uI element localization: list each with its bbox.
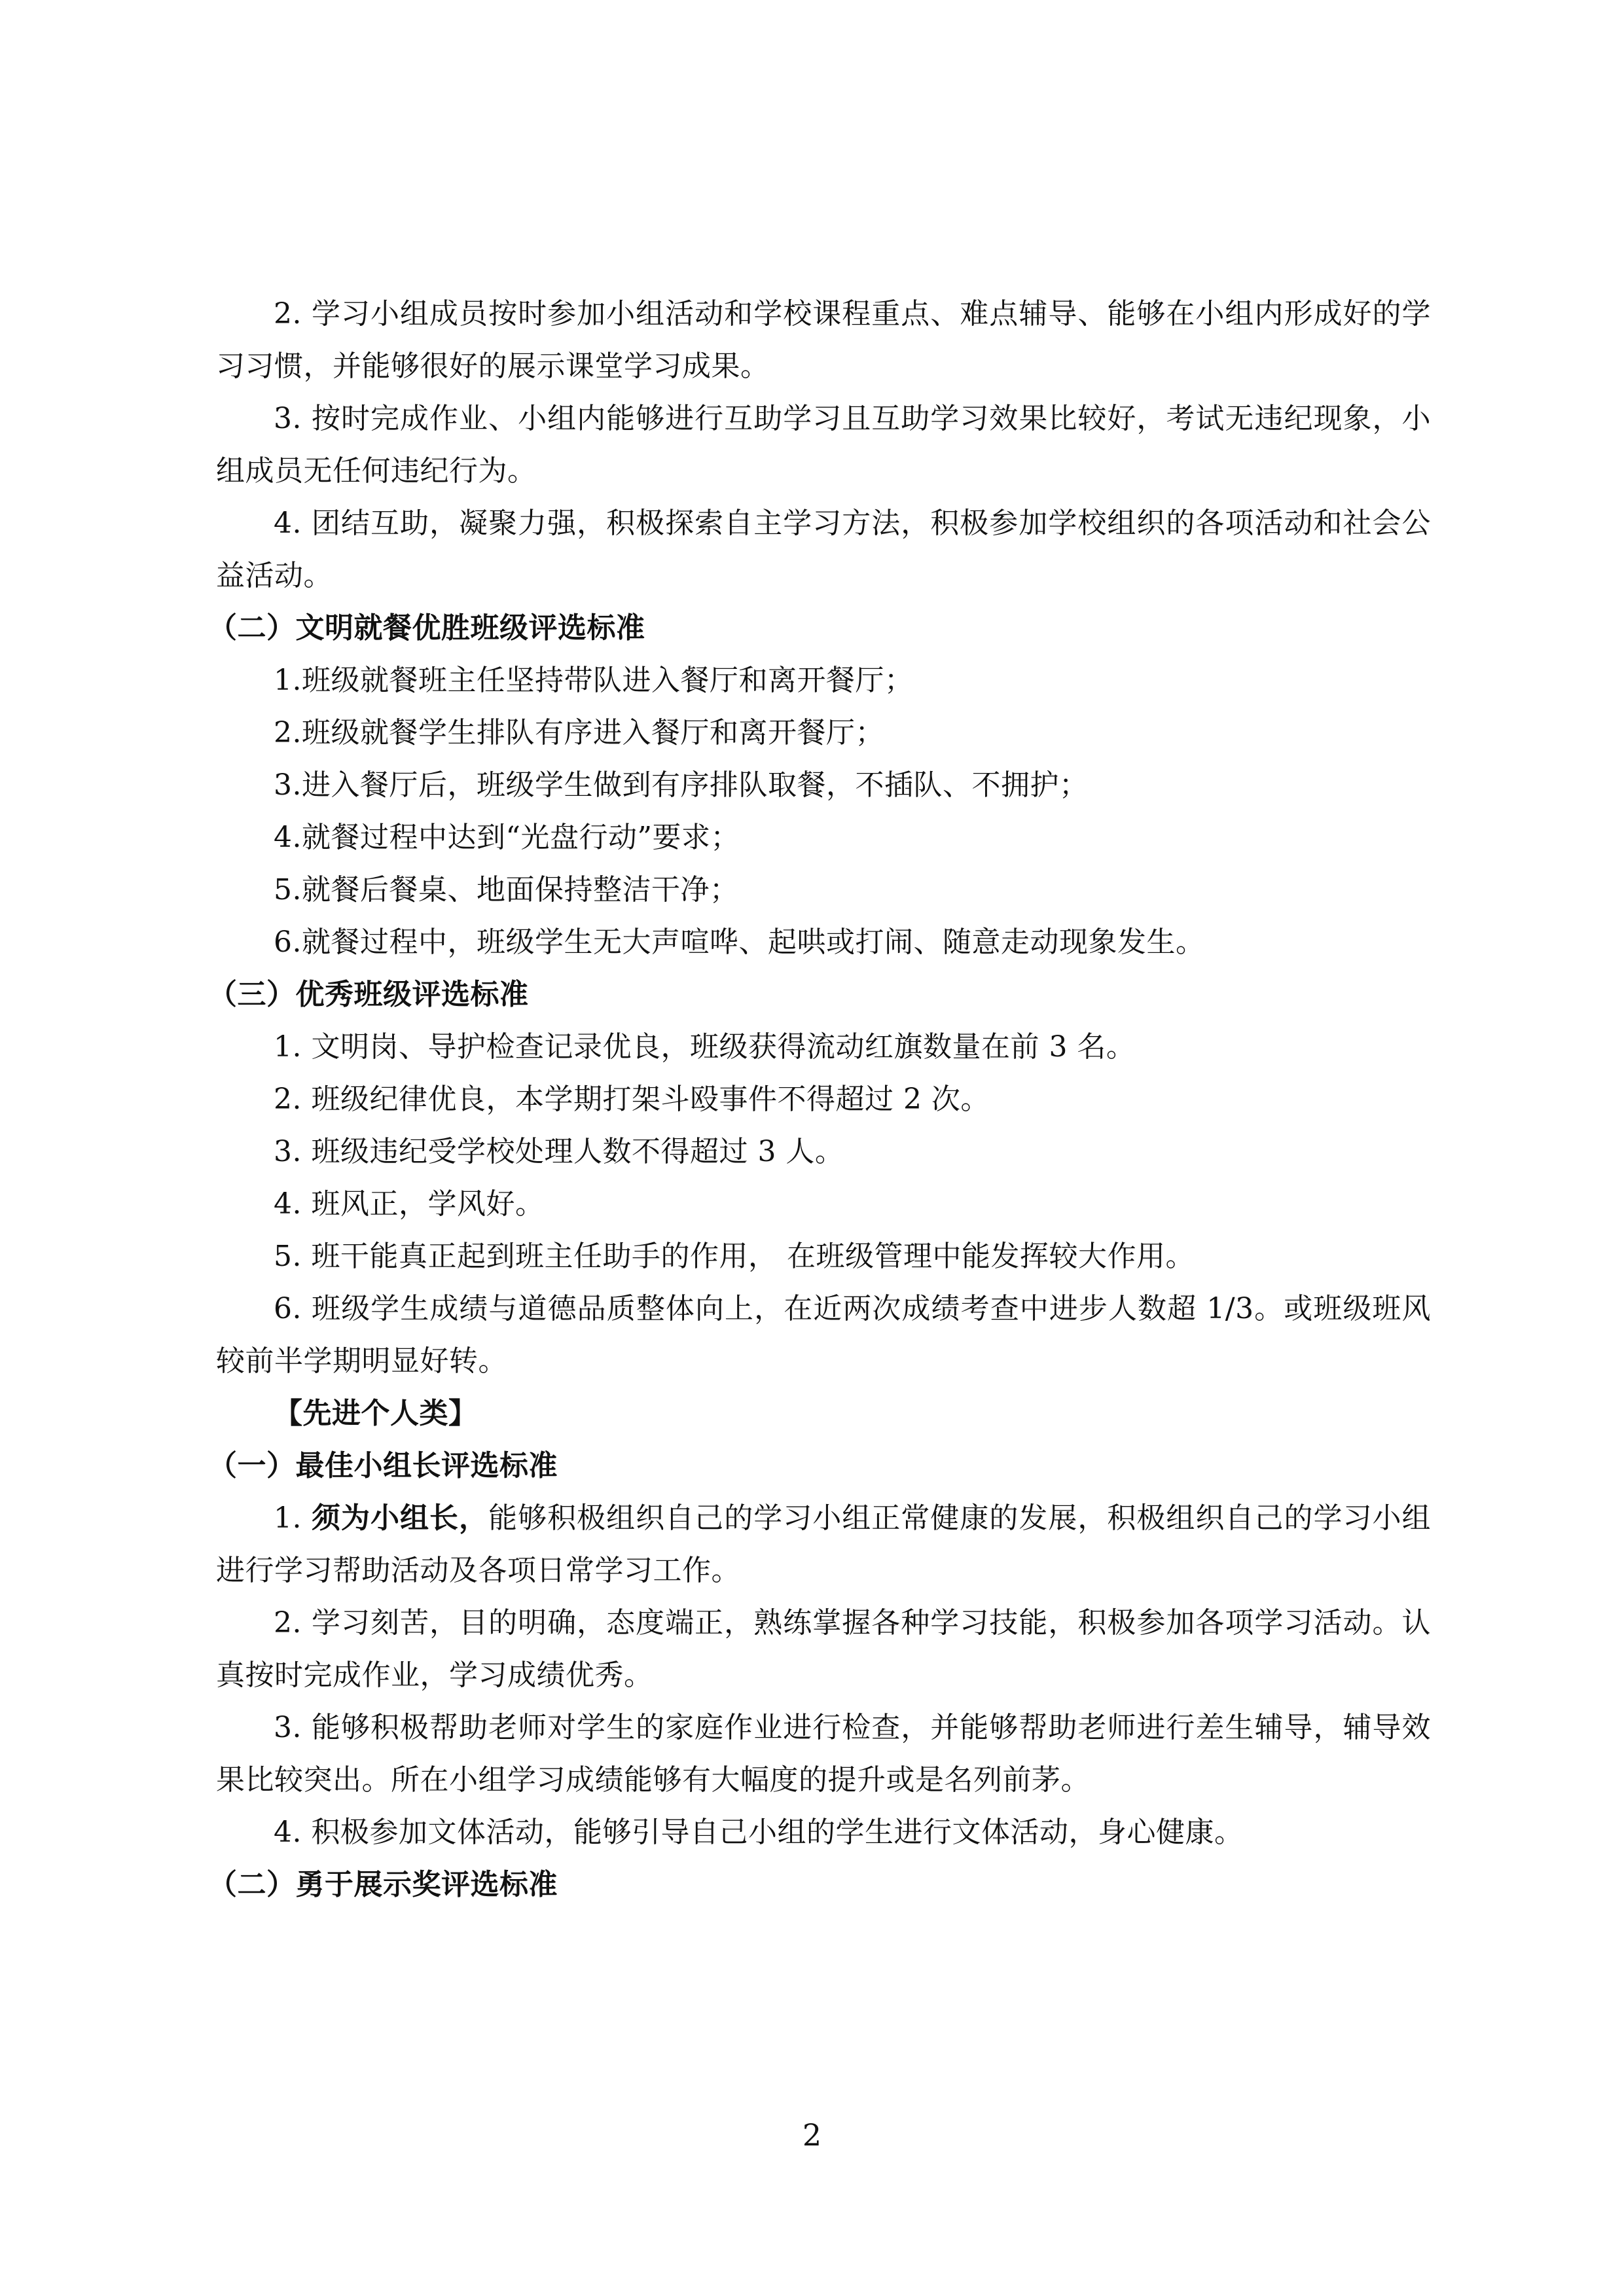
leader-item-1-prefix: 1. (274, 1501, 312, 1535)
leader-item-1 (216, 1492, 1431, 1597)
dining-item-6: 6.就餐过程中，班级学生无大声喧哗、起哄或打闹、随意走动现象发生。 (274, 925, 1205, 959)
class-item-3: 3. 班级违纪受学校处理人数不得超过 3 人。 (274, 1135, 844, 1168)
class-item-2: 2. 班级纪律优良，本学期打架斗殴事件不得超过 2 次。 (274, 1083, 990, 1116)
class-item-1: 1. 文明岗、导护检查记录优良，班级获得流动红旗数量在前 3 名。 (274, 1030, 1136, 1064)
class-item-4: 4. 班风正，学风好。 (274, 1187, 545, 1221)
dining-item-4: 4.就餐过程中达到“光盘行动”要求； (274, 821, 740, 854)
class-item-6: 6. 班级学生成绩与道德品质整体向上，在近两次成绩考查中进步人数超 1/3。或班级班风较前半学期明显好转。 (216, 1292, 1431, 1378)
section-heading-show-award: （二）勇于展示奖评选标准 (208, 1868, 558, 1901)
paragraph-item-4: 4. 团结互助，凝聚力强，积极探索自主学习方法，积极参加学校组织的各项活动和社会公益活动。 (216, 507, 1431, 592)
leader-item-4: 4. 积极参加文体活动，能够引导自己小组的学生进行文体活动，身心健康。 (274, 1816, 1244, 1849)
dining-item-1: 1.班级就餐班主任坚持带队进入餐厅和离开餐厅； (274, 664, 914, 697)
section-heading-excellent-class: （三）优秀班级评选标准 (208, 978, 529, 1011)
class-item-5: 5. 班干能真正起到班主任助手的作用， 在班级管理中能发挥较大作用。 (274, 1240, 1195, 1273)
section-heading-best-leader: （一）最佳小组长评选标准 (208, 1449, 558, 1482)
leader-item-2: 2. 学习刻苦，目的明确，态度端正，熟练掌握各种学习技能，积极参加各项学习活动。认真按时完成作业，学习成绩优秀。 (216, 1606, 1431, 1692)
dining-item-2: 2.班级就餐学生排队有序进入餐厅和离开餐厅； (274, 716, 884, 749)
category-heading-individual: 【先进个人类】 (274, 1397, 478, 1430)
dining-item-3: 3.进入餐厅后，班级学生做到有序排队取餐，不插队、不拥护； (274, 768, 1089, 802)
leader-item-3: 3. 能够积极帮助老师对学生的家庭作业进行检查，并能够帮助老师进行差生辅导，辅导效果比较突出。所在小组学习成绩能够有大幅度的提升或是名列前茅。 (216, 1711, 1431, 1797)
section-heading-dining: （二）文明就餐优胜班级评选标准 (208, 611, 645, 645)
dining-item-5: 5.就餐后餐桌、地面保持整洁干净； (274, 873, 739, 906)
leader-item-1-rest: 能够积极组织自己的学习小组正常健康的发展，积极组织自己的学习小组进行学习帮助活动及各项日常学习工作。 (216, 1501, 1432, 1587)
document-body (208, 288, 1432, 1911)
paragraph-item-3: 3. 按时完成作业、小组内能够进行互助学习且互助学习效果比较好，考试无违纪现象，小组成员无任何违纪行为。 (216, 402, 1431, 488)
page-number: 2 (802, 2117, 822, 2153)
leader-item-1-bold: 须为小组长， (311, 1501, 489, 1535)
paragraph-item-2: 2. 学习小组成员按时参加小组活动和学校课程重点、难点辅导、能够在小组内形成好的学习习惯，并能够很好的展示课堂学习成果。 (216, 297, 1431, 383)
